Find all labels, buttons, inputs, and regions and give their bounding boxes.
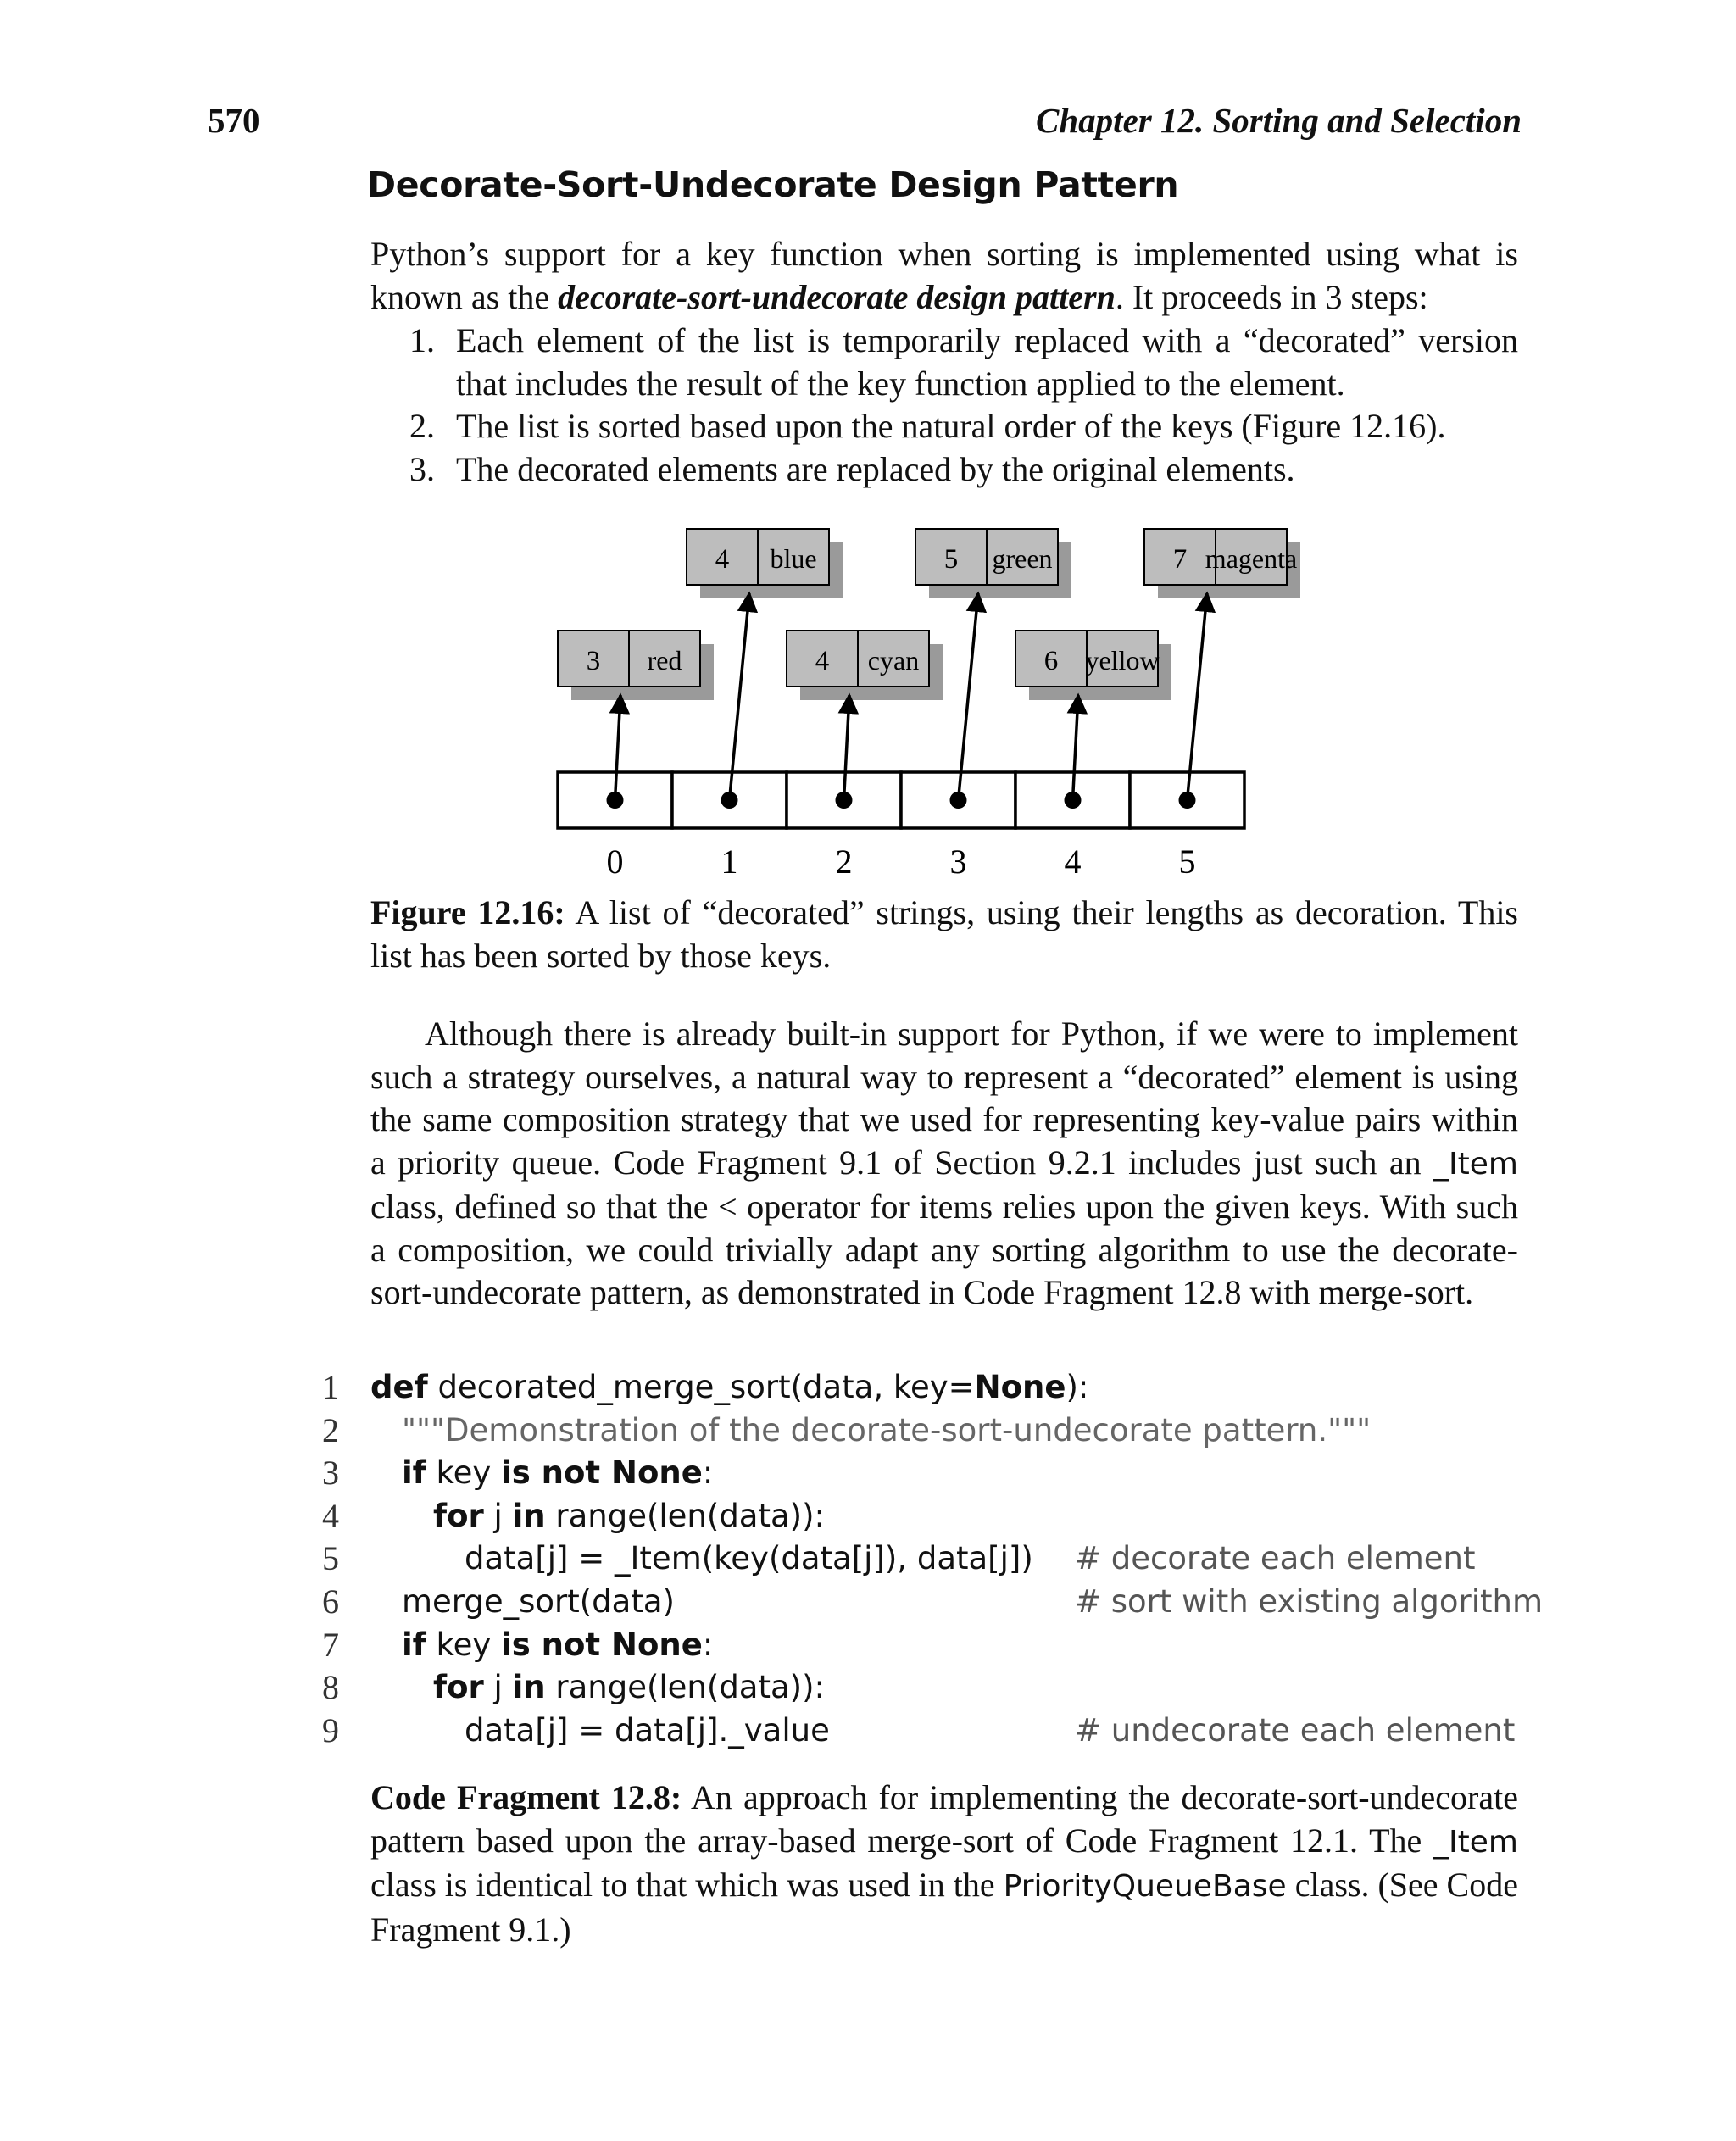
item-class-name: _Item	[1433, 1146, 1518, 1182]
code-token: range(len(data)):	[545, 1497, 825, 1534]
index-labels	[607, 842, 1196, 881]
code-text	[370, 1366, 1088, 1410]
code-text	[433, 1495, 825, 1538]
code-token: j	[483, 1497, 513, 1534]
code-line	[305, 1366, 1526, 1410]
code-keyword: None	[974, 1369, 1066, 1405]
code-line	[305, 1538, 1526, 1581]
code-token: :	[702, 1626, 714, 1663]
step-text: Each element of the list is temporarily replaced with a “decorated” version that includes the result of the key function applied to the element.	[456, 321, 1518, 403]
code-line	[305, 1452, 1526, 1495]
code-token: decorated_merge_sort(data, key=	[427, 1369, 975, 1405]
index-label: 0	[606, 842, 624, 881]
decorated-item	[1144, 529, 1300, 598]
code-caption-part1: An approach for implementing the decorate-sort-undecorate pattern based upon the array-based merge-sort of Code Fragment 12.1. The	[370, 1778, 1518, 1860]
code-keyword: is not None	[501, 1454, 703, 1492]
chapter-title: Chapter 12. Sorting and Selection	[1036, 101, 1522, 140]
item-key: 4	[815, 646, 830, 676]
step-text: The decorated elements are replaced by the original elements.	[456, 449, 1295, 488]
decorated-item	[558, 631, 714, 700]
decorated-list-figure	[0, 0, 1736, 898]
code-caption-part2: class is identical to that which was used in the	[370, 1866, 1004, 1904]
body-paragraph	[370, 1013, 1518, 1315]
code-token: data[j] = _Item(key(data[j]), data[j])	[465, 1540, 1033, 1577]
code-keyword: in	[512, 1669, 546, 1706]
code-token: merge_sort(data)	[402, 1582, 675, 1620]
figure-caption	[370, 892, 1518, 977]
code-line	[305, 1410, 1526, 1453]
item-boxes	[558, 529, 1300, 700]
step-number: 1.	[409, 321, 435, 359]
item-value: magenta	[1205, 543, 1298, 574]
code-text	[402, 1624, 713, 1667]
code-comment: # sort with existing algorithm	[1075, 1582, 1544, 1620]
page-number: 570	[208, 101, 260, 140]
item-value: yellow	[1085, 645, 1160, 676]
index-label: 4	[1064, 842, 1082, 881]
decorated-item	[687, 529, 843, 598]
code-fragment	[305, 1366, 1544, 1752]
item-key: 3	[586, 646, 601, 676]
line-number: 8	[322, 1668, 339, 1707]
decorated-item	[787, 631, 943, 700]
code-line	[305, 1710, 1526, 1753]
step-number: 2.	[409, 407, 435, 445]
item-class-name: _Item	[1433, 1824, 1518, 1860]
code-line	[305, 1624, 1526, 1667]
intro-term: decorate-sort-undecorate design pattern	[558, 277, 1116, 316]
code-docstring: """Demonstration of the decorate-sort-undecorate pattern."""	[402, 1411, 1372, 1449]
item-value: green	[992, 543, 1053, 574]
code-token: range(len(data)):	[545, 1669, 825, 1706]
code-token: ):	[1066, 1369, 1089, 1405]
code-keyword: if	[402, 1454, 426, 1492]
item-value: cyan	[867, 645, 920, 676]
code-comment: # decorate each element	[1075, 1540, 1476, 1577]
code-line	[305, 1581, 1544, 1624]
body-text-part1: Although there is already built-in support for Python, if we were to implement such a strategy ourselves, a natural way to represent a “decorated” element is using the same composition strategy that we used for representing key-value pairs within a priority queue. Code Fragment 9.1 of Section 9.2.1 includes just such an	[370, 1015, 1518, 1182]
item-key: 7	[1172, 544, 1188, 575]
figure-caption-label: Figure 12.16:	[370, 893, 565, 931]
code-caption-label: Code Fragment 12.8:	[370, 1778, 682, 1816]
index-label: 5	[1178, 842, 1196, 881]
code-token: key	[426, 1454, 502, 1492]
figure-caption-text: A list of “decorated” strings, using their lengths as decoration. This list has been sorted by those keys.	[370, 893, 1518, 975]
code-keyword: def	[370, 1369, 428, 1405]
item-key: 5	[943, 544, 959, 575]
line-number: 7	[322, 1625, 339, 1664]
base-class-name: PriorityQueueBase	[1003, 1869, 1287, 1904]
line-number: 4	[322, 1496, 339, 1535]
code-text	[465, 1710, 830, 1753]
code-token: :	[702, 1454, 714, 1492]
item-value: blue	[770, 543, 817, 574]
pointer-arrow	[1188, 593, 1208, 800]
pointer-arrow	[959, 593, 979, 800]
code-text	[465, 1538, 1033, 1581]
item-key: 6	[1043, 646, 1059, 676]
body-text-part2: class, defined so that the < operator for items relies upon the given keys. With such a composition, we could trivially adapt any sorting algorithm to use the decorate-sort-undecorate pattern, as demonstrated in Code Fragment 12.8 with merge-sort.	[370, 1187, 1518, 1311]
code-line	[305, 1495, 1526, 1538]
array-cells	[558, 772, 1244, 828]
code-keyword: is not None	[501, 1626, 703, 1663]
code-text	[433, 1666, 825, 1710]
item-key: 4	[715, 544, 730, 575]
line-number: 2	[322, 1410, 339, 1449]
item-value: red	[647, 645, 682, 676]
decorated-item	[1015, 631, 1171, 700]
code-text	[402, 1452, 713, 1495]
code-comment: # undecorate each element	[1075, 1711, 1516, 1749]
code-caption	[370, 1777, 1518, 1951]
line-number: 1	[322, 1368, 339, 1406]
code-keyword: for	[433, 1497, 484, 1534]
index-label: 3	[949, 842, 967, 881]
code-keyword: in	[512, 1497, 546, 1534]
index-label: 1	[721, 842, 738, 881]
line-number: 6	[322, 1582, 339, 1621]
code-keyword: if	[402, 1626, 426, 1663]
step-number: 3.	[409, 449, 435, 488]
code-token: key	[426, 1626, 502, 1663]
code-line	[305, 1666, 1526, 1710]
code-text	[402, 1410, 1371, 1453]
line-number: 9	[322, 1710, 339, 1749]
code-token: j	[483, 1669, 513, 1706]
line-number: 3	[322, 1454, 339, 1493]
code-caption-part3: class. (See Code Fragment 9.1.)	[370, 1866, 1518, 1949]
pointer-arrow	[730, 593, 750, 800]
code-text	[402, 1581, 675, 1624]
step-text: The list is sorted based upon the natural order of the keys (Figure 12.16).	[456, 407, 1446, 445]
code-keyword: for	[433, 1669, 484, 1706]
decorated-item	[915, 529, 1071, 598]
line-number: 5	[322, 1539, 339, 1578]
code-token: data[j] = data[j]._value	[465, 1711, 830, 1749]
intro-text-before: Python’s support for a key function when sorting is implemented using what is known as the	[370, 235, 1518, 316]
index-label: 2	[835, 842, 853, 881]
intro-text-after: . It proceeds in 3 steps:	[1115, 277, 1428, 316]
section-heading: Decorate-Sort-Undecorate Design Pattern	[367, 164, 1179, 205]
